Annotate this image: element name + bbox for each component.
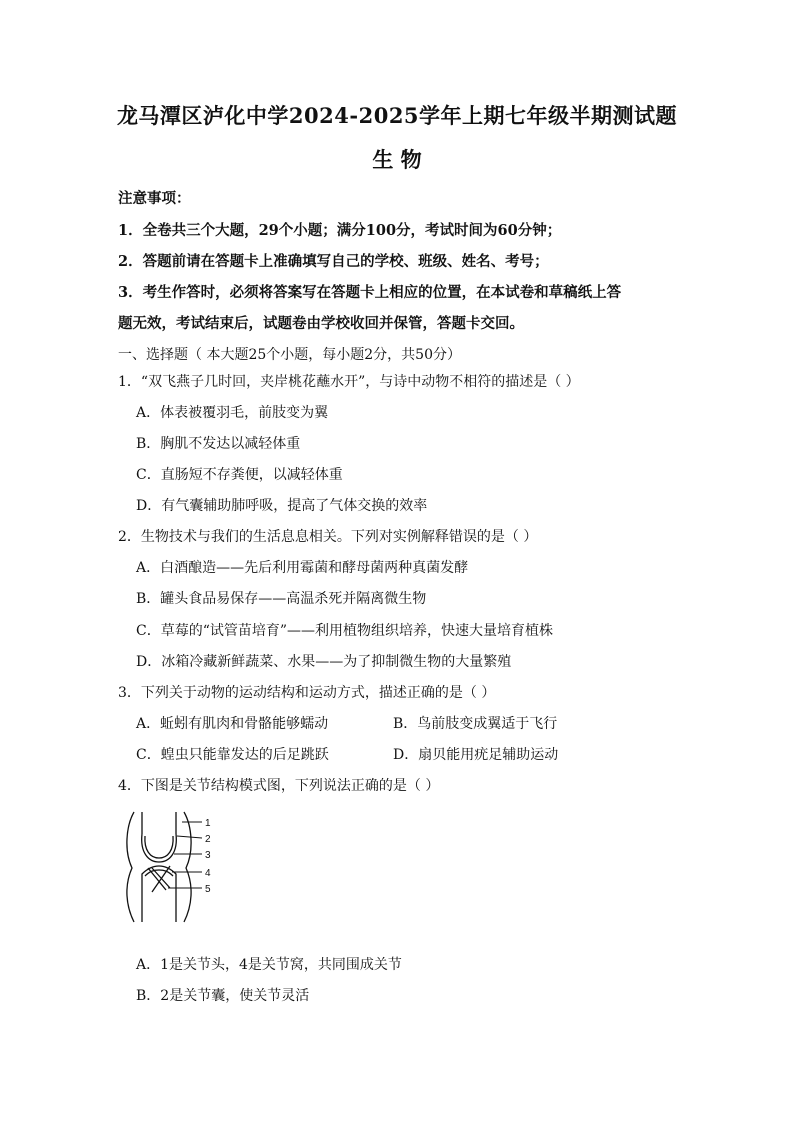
section-heading: 一、选择题（ 本大题25个小题，每小题2分，共50分）	[118, 347, 461, 363]
option-c: C．直肠短不存粪便，以减轻体重	[136, 467, 343, 483]
figure-label: 2	[205, 834, 211, 845]
option-d: D．有气囊辅助肺呼吸，提高了气体交换的效率	[136, 498, 428, 514]
figure-label: 5	[205, 884, 211, 895]
figure-label: 1	[205, 818, 211, 829]
question-stem: 4．下图是关节结构模式图，下列说法正确的是（ ）	[118, 778, 440, 794]
option-b: B．胸肌不发达以减轻体重	[136, 436, 301, 452]
option-a: A．蚯蚓有肌肉和骨骼能够蠕动	[136, 716, 329, 732]
note-item: 3．考生作答时，必须将答案写在答题卡上相应的位置，在本试卷和草稿纸上答	[118, 284, 622, 301]
option-d: D．扇贝能用疣足辅助运动	[393, 747, 559, 763]
note-item: 题无效，考试结束后，试题卷由学校收回并保管，答题卡交回。	[118, 315, 524, 332]
note-item: 1．全卷共三个大题，29个小题；满分100分，考试时间为60分钟；	[118, 222, 562, 239]
page-title: 龙马潭区泸化中学2024-2025学年上期七年级半期测试题	[116, 103, 678, 128]
subject-title: 生 物	[372, 147, 422, 172]
option-b: B．鸟前肢变成翼适于飞行	[393, 716, 558, 732]
joint-structure-diagram	[122, 806, 222, 926]
option-a: A．1是关节头，4是关节窝，共同围成关节	[136, 957, 402, 973]
question-stem: 2．生物技术与我们的生活息息相关。下列对实例解释错误的是（ ）	[118, 529, 538, 545]
option-a: A．白酒酿造——先后利用霉菌和酵母菌两种真菌发酵	[136, 560, 469, 576]
figure-label: 4	[205, 868, 211, 879]
note-item: 2．答题前请在答题卡上准确填写自己的学校、班级、姓名、考号；	[118, 253, 549, 270]
option-a: A．体表被覆羽毛，前肢变为翼	[136, 405, 329, 421]
question-stem: 1．“双飞燕子几时回，夹岸桃花蘸水开”，与诗中动物不相符的描述是（ ）	[118, 374, 580, 390]
notes-heading: 注意事项：	[118, 190, 191, 207]
option-b: B．罐头食品易保存——高温杀死并隔离微生物	[136, 591, 427, 607]
option-c: C．草莓的“试管苗培育”——利用植物组织培养，快速大量培育植株	[136, 623, 554, 639]
option-d: D．冰箱冷藏新鲜蔬菜、水果——为了抑制微生物的大量繁殖	[136, 654, 512, 670]
option-b: B．2是关节囊，使关节灵活	[136, 988, 310, 1004]
question-stem: 3．下列关于动物的运动结构和运动方式，描述正确的是（ ）	[118, 685, 496, 701]
figure-label: 3	[205, 850, 211, 861]
option-c: C．蝗虫只能靠发达的后足跳跃	[136, 747, 329, 763]
